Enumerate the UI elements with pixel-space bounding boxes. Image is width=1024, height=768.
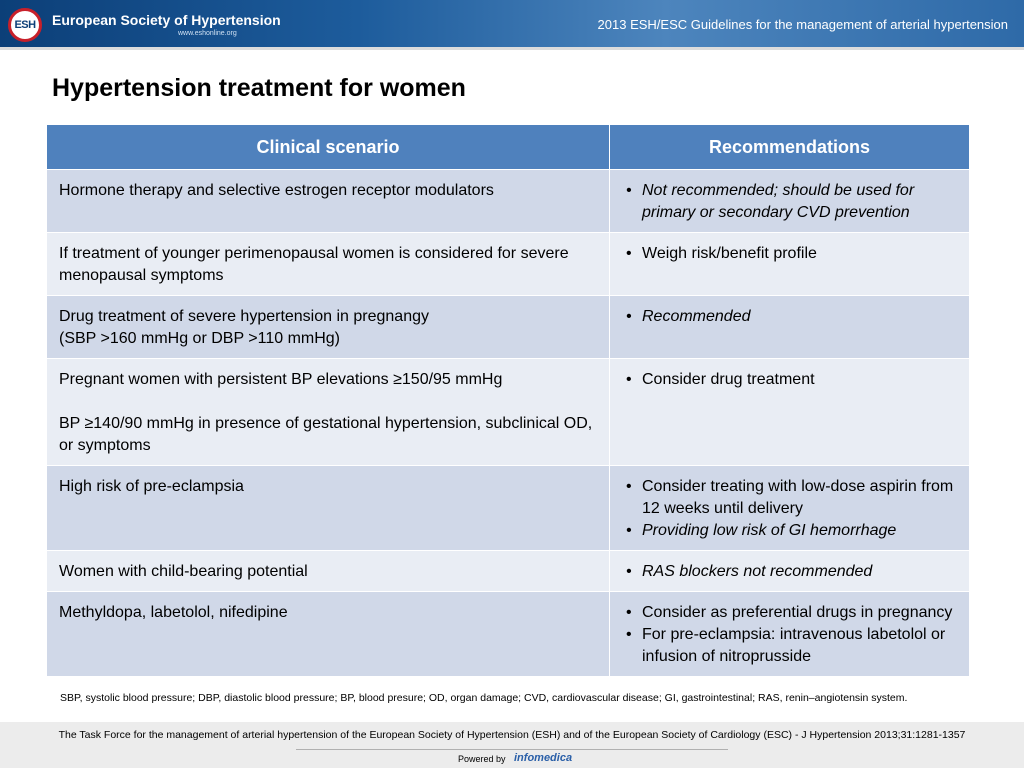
citation-text: The Task Force for the management of arterial hypertension of the European Society of Hypertension (ESH) and of the European Society of Cardiology (ESC) - J Hypertension 2013;31:1281-1357 — [58, 729, 966, 741]
paragraph-spacer — [59, 391, 597, 413]
recommendation-list — [622, 243, 957, 265]
recommendation-item: • Weigh risk/benefit profile — [622, 243, 957, 265]
esh-logo — [8, 8, 42, 42]
table-row — [47, 551, 970, 592]
header-clinical-scenario: Clinical scenario — [47, 125, 610, 170]
scenario-text: BP ≥140/90 mmHg in presence of gestational hypertension, subclinical OD, or symptoms — [59, 415, 593, 454]
recommendation-item: • For pre-eclampsia: intravenous labetolol or infusion of nitroprusside — [622, 624, 957, 668]
scenario-cell — [47, 233, 610, 296]
scenario-text: If treatment of younger perimenopausal women is considered for severe menopausal symptoms — [59, 245, 569, 284]
scenario-text: Hormone therapy and selective estrogen receptor modulators — [59, 182, 494, 199]
header-recommendations: Recommendations — [610, 125, 970, 170]
recommendation-cell — [610, 296, 970, 359]
powered-by-text: Powered by — [458, 754, 506, 764]
table-row — [47, 170, 970, 233]
guideline-title: 2013 ESH/ESC Guidelines for the management of arterial hypertension — [597, 17, 1008, 32]
header-banner — [0, 0, 1024, 50]
scenario-cell — [47, 592, 610, 677]
recommendation-list — [622, 476, 957, 542]
table-row — [47, 466, 970, 551]
recommendation-item: • Consider treating with low-dose aspirin from 12 weeks until delivery — [622, 476, 957, 520]
recommendation-list — [622, 561, 957, 583]
table-header-row — [47, 125, 970, 170]
recommendation-item: • Consider drug treatment — [622, 369, 957, 391]
infomedica-logo: infomedica — [514, 752, 573, 764]
org-url: www.eshonline.org — [178, 30, 237, 37]
recommendation-item: • Not recommended; should be used for primary or secondary CVD prevention — [622, 180, 957, 224]
scenario-cell — [47, 359, 610, 466]
scenario-text: Pregnant women with persistent BP elevations ≥150/95 mmHg — [59, 371, 503, 388]
recommendation-cell — [610, 466, 970, 551]
scenario-text: Women with child-bearing potential — [59, 563, 308, 580]
recommendation-cell — [610, 551, 970, 592]
recommendation-list — [622, 602, 957, 668]
scenario-cell — [47, 551, 610, 592]
table-row — [47, 592, 970, 677]
recommendation-cell — [610, 359, 970, 466]
scenario-text: High risk of pre-eclampsia — [59, 478, 244, 495]
footer — [0, 722, 1024, 768]
page-title: Hypertension treatment for women — [52, 74, 466, 102]
recommendation-cell — [610, 592, 970, 677]
scenario-cell — [47, 170, 610, 233]
recommendation-item: • Recommended — [622, 306, 957, 328]
recommendation-list — [622, 180, 957, 224]
org-name: European Society of Hypertension — [52, 12, 281, 28]
scenario-cell — [47, 296, 610, 359]
recommendation-item: • RAS blockers not recommended — [622, 561, 957, 583]
footer-divider — [296, 749, 728, 750]
recommendation-item: • Consider as preferential drugs in pregnancy — [622, 602, 957, 624]
abbreviations-note: SBP, systolic blood pressure; DBP, diastolic blood pressure; BP, blood presure; OD, organ damage; CVD, cardiovascular disease; GI, gastrointestinal; RAS, renin–angiotensin system. — [60, 692, 908, 704]
scenario-text: Methyldopa, labetolol, nifedipine — [59, 604, 288, 621]
scenario-text: (SBP >160 mmHg or DBP >110 mmHg) — [59, 330, 340, 347]
recommendation-cell — [610, 170, 970, 233]
recommendations-table — [46, 124, 970, 677]
recommendation-list — [622, 306, 957, 328]
recommendation-cell — [610, 233, 970, 296]
scenario-cell — [47, 466, 610, 551]
table-row — [47, 359, 970, 466]
recommendation-item: • Providing low risk of GI hemorrhage — [622, 520, 957, 542]
table-row — [47, 296, 970, 359]
esh-logo-text: ESH — [14, 19, 36, 31]
scenario-text: Drug treatment of severe hypertension in pregnangy — [59, 308, 429, 325]
recommendation-list — [622, 369, 957, 391]
table-row — [47, 233, 970, 296]
